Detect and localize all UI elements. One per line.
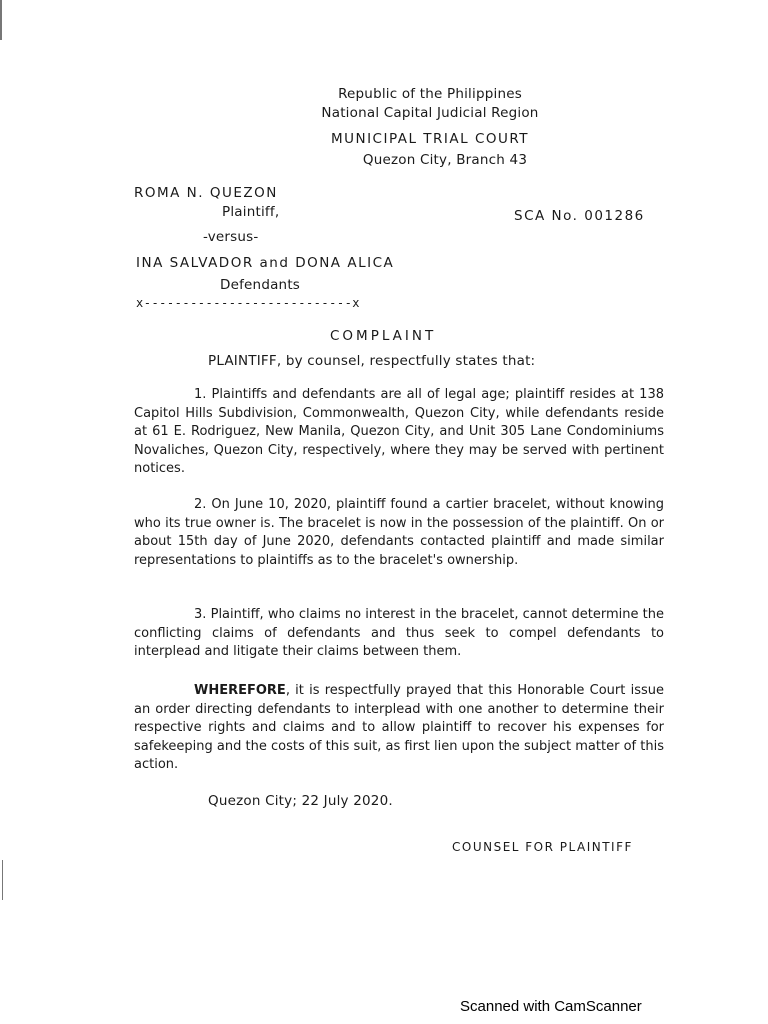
scan-edge-mark — [0, 0, 2, 40]
plaintiff-role: Plaintiff, — [222, 204, 280, 220]
paragraph-1 — [134, 386, 664, 479]
paragraph-3 — [134, 606, 664, 662]
defendants-role: Defendants — [220, 277, 301, 293]
scan-edge-mark-lower — [2, 860, 3, 900]
case-number: SCA No. 001286 — [514, 208, 645, 224]
caption-divider: x---------------------------x — [136, 296, 361, 310]
paragraph-2-text: 2. On June 10, 2020, plaintiff found a cartier bracelet, without knowing who its true owner is. The bracelet is now in the possession of the plaintiff. On or about 15th day of June 2020, defendants contacted plaintiff and made similar representations to plaintiffs as to the bracelet's ownership. — [134, 497, 664, 568]
prayer-paragraph — [134, 682, 664, 775]
versus-label: -versus- — [203, 229, 259, 245]
date-line: Quezon City; 22 July 2020. — [208, 793, 393, 809]
header-court: MUNICIPAL TRIAL COURT — [330, 131, 530, 147]
wherefore-word: WHEREFORE — [194, 683, 286, 698]
prayer-text: , it is respectfully prayed that this Honorable Court issue an order directing defendants to interplead with one another to determine their respective rights and claims and to allow plaintiff to recover his expenses for safekeeping and the costs of this suit, as first lien upon the subject matter of this action. — [134, 683, 664, 772]
signature-block: COUNSEL FOR PLAINTIFF — [452, 840, 633, 854]
header-branch: Quezon City, Branch 43 — [362, 152, 528, 168]
paragraph-3-text: 3. Plaintiff, who claims no interest in the bracelet, cannot determine the conflicting claims of defendants and thus seek to compel defendants to interplead and litigate their claims between them. — [134, 607, 664, 659]
camscanner-watermark: Scanned with CamScanner — [460, 998, 642, 1015]
document-title: COMPLAINT — [330, 328, 437, 344]
paragraph-1-text: 1. Plaintiffs and defendants are all of legal age; plaintiff resides at 138 Capitol Hills Subdivision, Commonwealth, Quezon City, while defendants reside at 61 E. Rodriguez, New Manila, Quezon City, and Unit 305 Lane Condominiums Novaliches, Quezon City, respectively, where they may be served with pertinent notices. — [134, 387, 664, 476]
plaintiff-name: ROMA N. QUEZON — [134, 185, 278, 201]
paragraph-2 — [134, 496, 664, 570]
header-republic: Republic of the Philippines — [338, 86, 522, 102]
intro-statement: PLAINTIFF, by counsel, respectfully states that: — [208, 353, 536, 369]
defendants-names: INA SALVADOR and DONA ALICA — [136, 255, 395, 271]
header-region: National Capital Judicial Region — [321, 105, 539, 121]
